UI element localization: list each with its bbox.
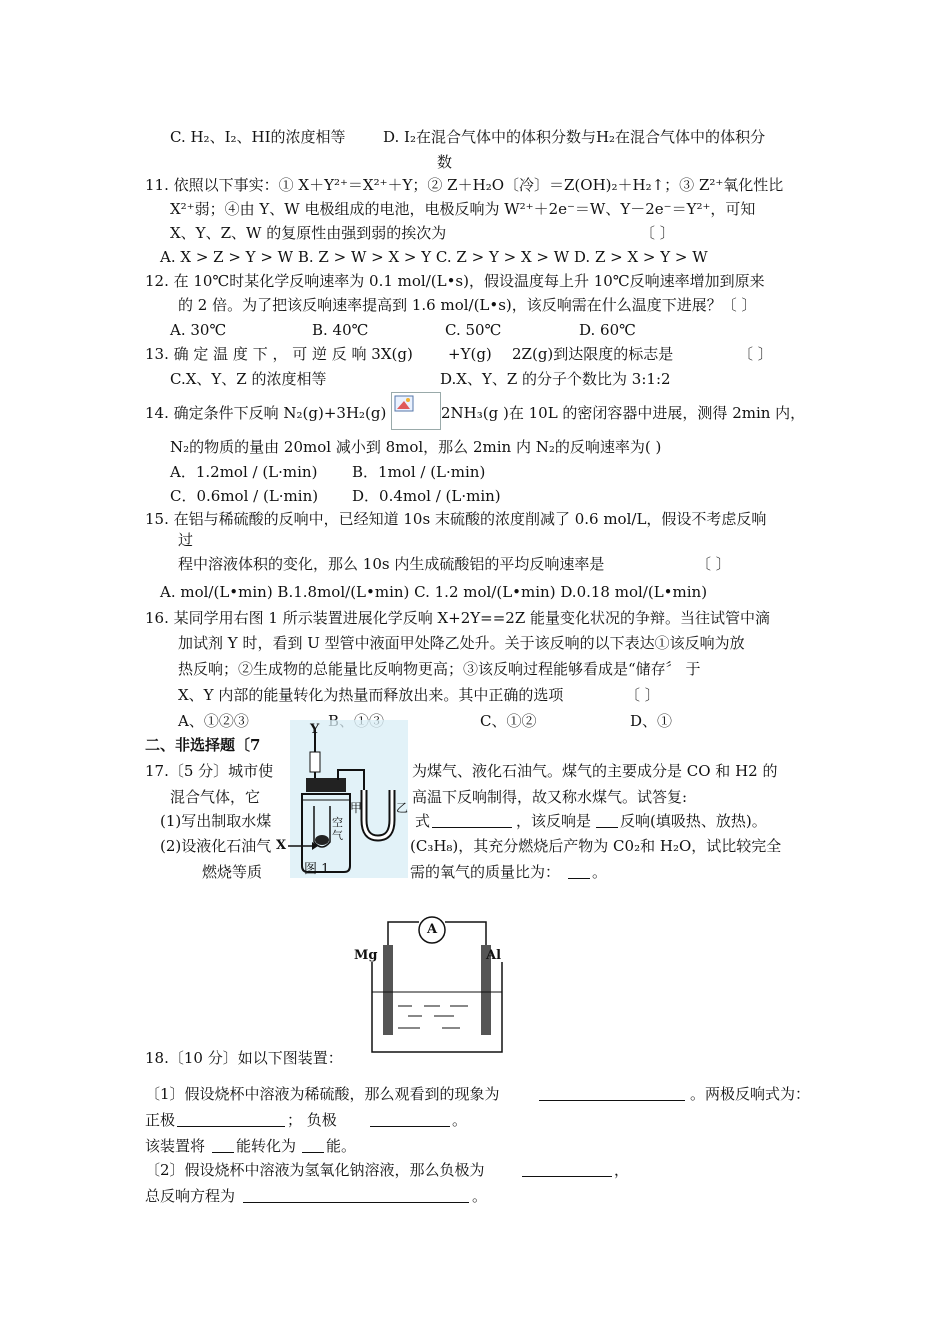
q14-stem-a: 14. 确定条件下反响 N₂(g)+3H₂(g): [145, 404, 387, 422]
q18-part5a: 总反响方程为: [145, 1187, 236, 1205]
q18-blank-total-equation[interactable]: [243, 1186, 469, 1208]
q15-options: A. mol/(L•min) B.1.8mol/(L•min) C. 1.2 mol/(L•min) D.0.18 mol/(L•min): [160, 583, 708, 601]
q18-part3a: 该装置将: [145, 1137, 206, 1155]
q18-part3b: 能转化为: [236, 1137, 297, 1155]
q17-line3b: 式: [415, 812, 431, 830]
q16-option-c: C、①②: [480, 712, 537, 730]
q16-stem-line4: X、Y 内部的能量转化为热量而释放出来。其中正确的选项: [178, 686, 564, 704]
q14-option-c: C．0.6mol / (L·min): [170, 487, 319, 505]
q12-option-c: C. 50℃: [445, 321, 502, 339]
q16-stem-line3: 热反响；②生成物的总能量比反响物更高；③该反响过程能够看成是“储存〞 于: [178, 660, 701, 678]
q17-line4a: (2)设液化石油气: [160, 837, 272, 855]
fig1-label-air: 空气: [332, 816, 343, 842]
q18-part2b: ； 负极: [287, 1111, 337, 1129]
q16-answer-paren: 〔 〕: [625, 686, 660, 704]
q17-blank-type[interactable]: [596, 811, 618, 833]
fig2-label-mg: Mg: [354, 948, 378, 963]
q17-line5a: 燃烧等质: [202, 863, 263, 881]
q10-option-d-line1: D. I₂在混合气体中的体积分数与H₂在混合气体中的体积分: [383, 128, 766, 146]
q18-blank-positive[interactable]: [177, 1110, 285, 1132]
q18-title: 18.〔10 分〕如以下图装置：: [145, 1049, 343, 1067]
q18-blank-anode[interactable]: [522, 1160, 612, 1182]
q17-line5c: 。: [592, 863, 608, 881]
q17-line5b: 需的氧气的质量比为：: [410, 863, 561, 881]
fig1-label-x: X: [276, 838, 287, 853]
q18-blank-phenomenon[interactable]: [539, 1084, 685, 1106]
q14-option-d: D．0.4mol / (L·min): [352, 487, 501, 505]
q18-blank-energy-to[interactable]: [302, 1136, 324, 1158]
q17-line2b: 高温下反响制得，故又称水煤气。试答复:: [412, 788, 688, 806]
q17-blank-ratio[interactable]: [568, 862, 590, 884]
q15-stem-line2: 过: [178, 531, 194, 549]
q17-line1a: 17.〔5 分〕城市使: [145, 762, 274, 780]
q14-option-b: B．1mol / (L·min): [352, 463, 486, 481]
q13-option-c: C.X、Y、Z 的浓度相等: [170, 370, 327, 388]
q10-option-d-line2: 数: [437, 153, 453, 171]
q17-line3d: 反响(填吸热、放热)。: [620, 812, 767, 830]
q18-blank-energy-from[interactable]: [212, 1136, 234, 1158]
fig1-label-y: Y: [310, 722, 320, 737]
q16-option-d: D、①: [630, 712, 673, 730]
q18-part1a: 〔1〕假设烧杯中溶液为稀硫酸，那么观看到的现象为: [145, 1085, 500, 1103]
q15-answer-paren: 〔 〕: [696, 555, 731, 573]
q18-part4b: ，: [614, 1161, 630, 1179]
q18-blank-negative[interactable]: [370, 1110, 450, 1132]
q17-line3c: ，该反响是: [516, 812, 592, 830]
q11-stem-line2: X²⁺弱；④由 Y、W 电极组成的电池，电极反响为 W²⁺＋2e⁻＝W、Y－2e⁻＝Y²⁺，可知: [170, 200, 756, 218]
q13-option-d: D.X、Y、Z 的分子个数比为 3:1:2: [440, 370, 671, 388]
q17-line4b: (C₃H₈)，其充分燃烧后产物为 C0₂和 H₂O，试比较完全: [410, 837, 782, 855]
q17-line2a: 混合气体，它: [170, 788, 261, 806]
q18-part5b: 。: [472, 1187, 488, 1205]
q14-stem-line2: N₂的物质的量由 20mol 减小到 8mol，那么 2min 内 N₂的反响速率为( ): [170, 438, 662, 456]
q13-stem-b: +Y(g): [448, 345, 492, 363]
fig2-ammeter-label: A: [427, 922, 438, 937]
q11-stem-line1: 11. 依照以下事实：① X＋Y²⁺＝X²⁺＋Y；② Z＋H₂O〔冷〕＝Z(OH)₂＋H₂↑；③ Z²⁺氧化性比: [145, 176, 784, 194]
q17-line3a: (1)写出制取水煤: [160, 812, 272, 830]
q18-part2c: 。: [452, 1111, 468, 1129]
section-2-title: 二、非选择题〔7: [145, 736, 261, 754]
q11-stem-line3: X、Y、Z、W 的复原性由强到弱的挨次为: [170, 224, 447, 242]
q15-stem-line3: 程中溶液体积的变化，那么 10s 内生成硫酸铝的平均反响速率是: [178, 555, 605, 573]
q17-line1b: 为煤气、液化石油气。煤气的主要成分是 CO 和 H2 的: [412, 762, 778, 780]
q12-option-a: A. 30℃: [170, 321, 227, 339]
q10-option-c: C. H₂、I₂、HI的浓度相等: [170, 128, 346, 146]
q11-answer-paren: 〔 〕: [640, 224, 675, 242]
q15-stem-line1: 15. 在铝与稀硫酸的反响中，已经知道 10s 末硫酸的浓度削减了 0.6 mol/L，假设不考虑反响: [145, 510, 767, 528]
fig2-label-al: Al: [486, 948, 502, 963]
figure-2-cell: [350, 910, 510, 1055]
broken-image-icon: [391, 392, 441, 430]
q16-stem-line2: 加试剂 Y 时，看到 U 型管中液面甲处降乙处升。关于该反响的以下表达①该反响为放: [178, 634, 745, 652]
q18-part2a: 正极: [145, 1111, 176, 1129]
q18-part3c: 能。: [326, 1137, 357, 1155]
q13-answer-paren: 〔 〕: [738, 345, 773, 363]
q12-stem-line1: 12. 在 10℃时某化学反响速率为 0.1 mol/(L•s)，假设温度每上升 10℃反响速率增加到原来: [145, 272, 765, 290]
fig1-label-yi: 乙: [396, 801, 409, 815]
fig1-caption: 图 1: [304, 862, 330, 877]
q13-stem-a: 13. 确 定 温 度 下 ， 可 逆 反 响 3X(g): [145, 345, 413, 363]
q18-part4a: 〔2〕假设烧杯中溶液为氢氧化钠溶液，那么负极为: [145, 1161, 485, 1179]
q14-stem-b: 2NH₃(g )在 10L 的密闭容器中进展，测得 2min 内，: [441, 404, 806, 422]
q12-stem-line2: 的 2 倍。为了把该反响速率提高到 1.6 mol/(L•s)，该反响需在什么温度下进展？〔 〕: [178, 296, 757, 314]
q12-option-d: D. 60℃: [579, 321, 636, 339]
q11-options: A. X > Z > Y > W B. Z > W > X > Y C. Z > Y > X > W D. Z > X > Y > W: [160, 248, 708, 266]
q17-blank-equation[interactable]: [432, 811, 512, 833]
q14-option-a: A．1.2mol / (L·min): [170, 463, 318, 481]
q13-stem-c: 2Z(g)到达限度的标志是: [512, 345, 674, 363]
fig1-label-jia: 甲: [350, 801, 363, 815]
q16-option-a: A、①②③: [178, 712, 249, 730]
q12-option-b: B. 40℃: [312, 321, 369, 339]
figure-1-apparatus: [268, 720, 410, 880]
q18-part1b: 。两极反响式为：: [690, 1085, 811, 1103]
q16-stem-line1: 16. 某同学用右图 1 所示装置进展化学反响 X+2Y==2Z 能量变化状况的争辩。当往试管中滴: [145, 609, 771, 627]
